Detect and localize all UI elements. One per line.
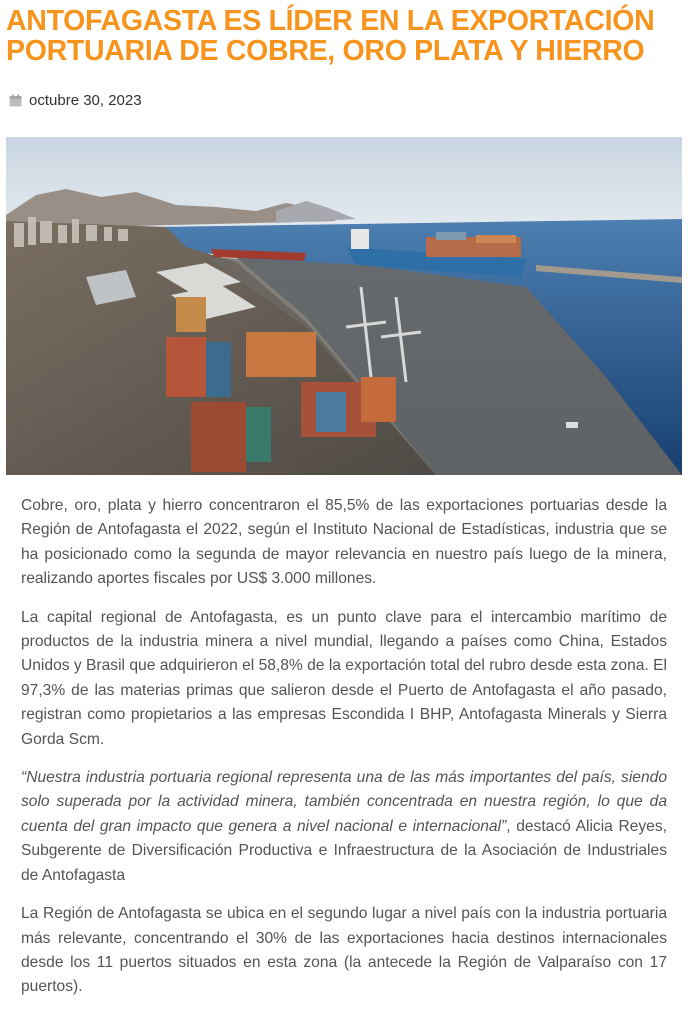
calendar-icon xyxy=(9,94,22,107)
quote-attribution: , destacó Alicia Reyes, Subgerente de Diversificación Productiva e Infraestructura de la Asociación de Industriales de Antofagasta xyxy=(21,817,667,884)
port-aerial-photo xyxy=(6,137,682,475)
paragraph-2: La capital regional de Antofagasta, es un punto clave para el intercambio marítimo de productos de la industria minera a nivel mundial, llegando a países como China, Estados Unidos y Brasil que adquirieron el 58,8% de la exportación total del rubro desde esta zona. El 97,3% de las materias primas que salieron desde el Puerto de Antofagasta el año pasado, registran como propietarios a las empresas Escondida I BHP, Antofagasta Minerals y Sierra Gorda Scm. xyxy=(21,608,667,748)
port-aerial-illustration xyxy=(6,137,682,475)
quote-text: “Nuestra industria portuaria regional representa una de las más importantes del país, siendo solo superada por la actividad minera, también concentrada en nuestra región, lo que da cuenta del gran impacto que genera a nivel nacional e internacional” xyxy=(21,769,667,835)
post-date xyxy=(9,91,142,109)
post-date-text: octubre 30, 2023 xyxy=(29,91,142,109)
article-title: ANTOFAGASTA ES LÍDER EN LA EXPORTACIÓN PORTUARIA DE COBRE, ORO PLATA Y HIERRO xyxy=(6,5,655,67)
quote-paragraph xyxy=(21,766,667,888)
article-body xyxy=(21,494,667,1014)
paragraph-closing: La Región de Antofagasta se ubica en el segundo lugar a nivel país con la industria portuaria más relevante, concentrando el 30% de las exportaciones hacia destinos internacionales desde los 11 puertos situados en esta zona (la antecede la Región de Valparaíso con 17 puertos). xyxy=(21,905,667,996)
paragraph-1: Cobre, oro, plata y hierro concentraron el 85,5% de las exportaciones portuarias desde la Región de Antofagasta el 2022, según el Instituto Nacional de Estadísticas, industria que se ha posicionado como la segunda de mayor relevancia en nuestro país luego de la minera, realizando aportes fiscales por US$ 3.000 millones. xyxy=(21,497,667,588)
